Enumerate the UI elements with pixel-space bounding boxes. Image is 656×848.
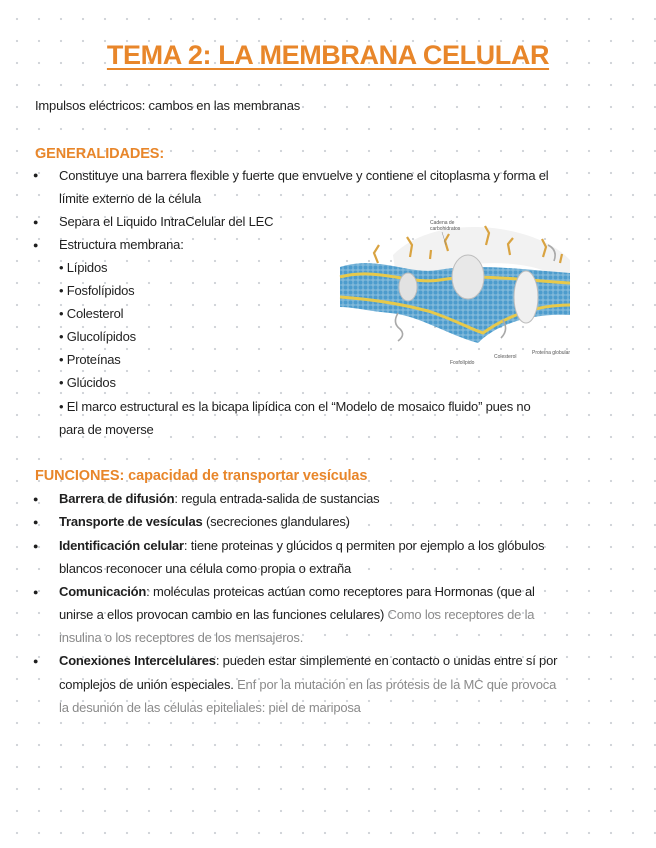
- section-heading-generalidades: GENERALIDADES:: [35, 146, 165, 162]
- bullet-icon: ●: [33, 240, 39, 250]
- func-item2: Transporte de vesículas (secreciones glandulares): [59, 514, 350, 529]
- protein-shape: [514, 271, 538, 323]
- label-carbs-2: carbohidratos: [430, 226, 461, 232]
- model-line1: • El marco estructural es la bicapa lipídica con el “Modelo de mosaico fluido” pues no: [59, 399, 531, 414]
- gen-item1-line2: límite externo de la célula: [59, 191, 202, 206]
- bullet-icon: ●: [33, 517, 39, 527]
- sub-item-glucolipidos: • Glucolípidos: [59, 329, 136, 344]
- gen-item1-line1: Constituye una barrera flexible y fuerte que envuelve y contiene el citoplasma y forma el: [59, 168, 549, 183]
- func-item4-line3: insulina o los receptores de los mensajeros.: [59, 630, 304, 645]
- protein-shape: [452, 255, 484, 299]
- func-item5-line3: la desunión de las células epiteliales: piel de mariposa: [59, 700, 361, 715]
- label-globular-protein: Proteína globular: [532, 350, 571, 356]
- section-heading-funciones: FUNCIONES: capacidad de transportar vesículas: [35, 468, 368, 484]
- func-item5-line1: Conexiones Intercelulares: pueden estar simplemente en contacto o unidas entre sí por: [59, 653, 558, 668]
- bullet-icon: ●: [33, 170, 39, 180]
- bullet-icon: ●: [33, 217, 39, 227]
- sub-item-fosfolipidos: • Fosfolípidos: [59, 283, 135, 298]
- sub-item-glucidos: • Glúcidos: [59, 375, 116, 390]
- bullet-icon: ●: [33, 494, 39, 504]
- page-title: TEMA 2: LA MEMBRANA CELULAR: [106, 40, 550, 70]
- func-item1: Barrera de difusión: regula entrada-salida de sustancias: [59, 491, 380, 506]
- label-cholesterol: Colesterol: [494, 354, 517, 360]
- sub-item-lipidos: • Lípidos: [59, 260, 108, 275]
- gen-item3: Estructura membrana:: [59, 237, 184, 252]
- sub-item-proteinas: • Proteínas: [59, 352, 121, 367]
- gen-item2: Separa el Liquido IntraCelular del LEC: [59, 214, 274, 229]
- func-item5-line2: complejos de unión especiales. Enf por la mutación en las prótesis de la MC que provoca: [59, 677, 557, 692]
- func-item3-line2: blancos reconocer una célula como propia o extraña: [59, 561, 352, 576]
- func-item4-line2: unirse a ellos provocan cambio en las funciones celulares) Como los receptores de la: [59, 607, 535, 622]
- label-carbs-1: Cadena de: [430, 220, 455, 226]
- func-item3-line1: Identificación celular: tiene proteinas y glúcidos q permiten por ejemplo a los glóbulos: [59, 538, 545, 553]
- func-item4-line1: Comunicación: moléculas proteicas actúan como receptores para Hormonas (que al: [59, 584, 535, 599]
- sub-item-colesterol: • Colesterol: [59, 306, 124, 321]
- model-line2: para de moverse: [59, 422, 154, 437]
- label-phospholipid: Fosfolípido: [450, 360, 475, 365]
- membrane-diagram: [338, 215, 580, 365]
- protein-shape: [399, 273, 417, 301]
- bullet-icon: ●: [33, 656, 39, 666]
- intro-text: Impulsos eléctricos: cambos en las membranas: [35, 98, 301, 113]
- bullet-icon: ●: [33, 587, 39, 597]
- bullet-icon: ●: [33, 541, 39, 551]
